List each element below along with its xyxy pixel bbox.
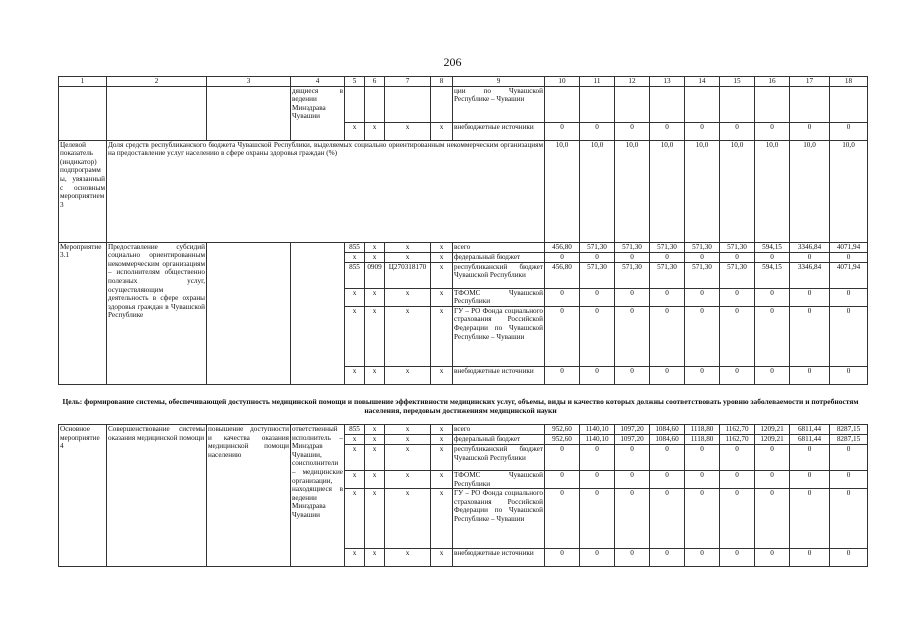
- header-row: [59, 77, 868, 87]
- code-cell: x: [431, 252, 453, 262]
- value-cell: 0: [720, 288, 755, 306]
- code-cell: x: [431, 262, 453, 288]
- value-cell: 0: [790, 122, 830, 140]
- value-cell: 0: [580, 122, 615, 140]
- code-cell: 0909: [365, 262, 385, 288]
- value-cell: 571,30: [580, 262, 615, 288]
- value-cell: 10,0: [790, 140, 830, 242]
- value-cell: 0: [580, 306, 615, 366]
- code-cell: x: [345, 445, 365, 471]
- value-cell: 0: [650, 288, 685, 306]
- source-cell: внебюджетные источники: [453, 549, 545, 567]
- value-cell: 1097,20: [615, 425, 650, 435]
- code-cell: x: [345, 435, 365, 445]
- column-header: 3: [207, 77, 291, 87]
- page-number: 206: [443, 55, 462, 69]
- cell: [59, 86, 107, 140]
- value-cell: 952,60: [545, 425, 580, 435]
- measure-result: повышение доступности и качества оказания медицинской помощи населению: [207, 425, 291, 567]
- column-header: 14: [685, 77, 720, 87]
- source-cell: всего: [453, 425, 545, 435]
- table-row: [59, 425, 868, 435]
- value-cell: 3346,84: [790, 242, 830, 252]
- value-cell: 0: [830, 549, 868, 567]
- value-cell: 571,30: [720, 242, 755, 252]
- measure-label: Основное мероприятие 4: [59, 425, 107, 567]
- value-cell: 0: [685, 445, 720, 471]
- value-cell: 1097,20: [615, 435, 650, 445]
- value-cell: 6811,44: [790, 435, 830, 445]
- value-cell: 1118,80: [685, 425, 720, 435]
- indicator-text: Доля средств республиканского бюджета Чувашской Республики, выделяемых социально ориентированным некоммерческим организациям на предоставление услуг населению в сфере охраны здоровья граждан (%): [107, 140, 545, 242]
- value-cell: 571,30: [615, 262, 650, 288]
- value-cell: 0: [755, 288, 790, 306]
- source-cell: внебюджетные источники: [453, 366, 545, 384]
- value-cell: 0: [650, 489, 685, 549]
- value-cell: 0: [830, 445, 868, 471]
- column-header: 18: [830, 77, 868, 87]
- value-cell: 0: [685, 306, 720, 366]
- code-cell: x: [385, 306, 431, 366]
- code-cell: x: [431, 549, 453, 567]
- value-cell: 1084,60: [650, 435, 685, 445]
- value-cell: 571,30: [615, 242, 650, 252]
- column-header: 5: [345, 77, 365, 87]
- value-cell: 0: [545, 471, 580, 489]
- code-cell: x: [365, 122, 385, 140]
- value-cell: 0: [720, 306, 755, 366]
- value-cell: 0: [685, 489, 720, 549]
- value-cell: 0: [650, 366, 685, 384]
- cell: [431, 86, 453, 122]
- value-cell: 6811,44: [790, 425, 830, 435]
- code-cell: Ц270318170: [385, 262, 431, 288]
- value-cell: 8287,15: [830, 425, 868, 435]
- value-cell: 1209,21: [755, 435, 790, 445]
- value-cell: 0: [615, 252, 650, 262]
- code-cell: x: [365, 252, 385, 262]
- value-cell: 0: [685, 122, 720, 140]
- column-header: 2: [107, 77, 207, 87]
- value-cell: 0: [755, 471, 790, 489]
- code-cell: x: [365, 489, 385, 549]
- code-cell: x: [365, 471, 385, 489]
- value-cell: 571,30: [685, 242, 720, 252]
- value-cell: 0: [650, 471, 685, 489]
- cell: [385, 86, 431, 122]
- value-cell: 0: [790, 471, 830, 489]
- code-cell: x: [385, 242, 431, 252]
- program-table-bottom: [58, 424, 868, 567]
- value-cell: 1084,60: [650, 425, 685, 435]
- code-cell: x: [431, 242, 453, 252]
- value-cell: 0: [830, 471, 868, 489]
- value-cell: 0: [615, 471, 650, 489]
- value-cell: 0: [685, 549, 720, 567]
- value-cell: 0: [545, 288, 580, 306]
- value-cell: 10,0: [685, 140, 720, 242]
- value-cell: 0: [830, 306, 868, 366]
- value-cell: 0: [755, 306, 790, 366]
- code-cell: x: [365, 445, 385, 471]
- value-cell: 0: [615, 288, 650, 306]
- code-cell: x: [345, 366, 365, 384]
- indicator-label: Целевой показатель (индикатор) подпрограммы, увязанный с основным мероприятием 3: [59, 140, 107, 242]
- program-table-top: [58, 76, 868, 385]
- column-header: 11: [580, 77, 615, 87]
- value-cell: 0: [830, 122, 868, 140]
- value-cell: 10,0: [830, 140, 868, 242]
- source-cell: ГУ – РО Фонда социального страхования Российской Федерации по Чувашской Республике – Чувашии: [453, 489, 545, 549]
- value-cell: 1209,21: [755, 425, 790, 435]
- value-cell: 0: [755, 366, 790, 384]
- value-cell: 0: [720, 122, 755, 140]
- value-cell: 0: [615, 445, 650, 471]
- code-cell: x: [345, 489, 365, 549]
- code-cell: x: [385, 435, 431, 445]
- value-cell: 0: [580, 489, 615, 549]
- code-cell: 855: [345, 242, 365, 252]
- value-cell: 0: [830, 366, 868, 384]
- code-cell: 855: [345, 425, 365, 435]
- code-cell: x: [385, 549, 431, 567]
- value-cell: 0: [545, 445, 580, 471]
- column-header: 16: [755, 77, 790, 87]
- code-cell: x: [385, 366, 431, 384]
- value-cell: 571,30: [650, 262, 685, 288]
- value-cell: 0: [545, 489, 580, 549]
- measure-label: Мероприятие 3.1: [59, 242, 107, 384]
- value-cell: 0: [790, 366, 830, 384]
- value-cell: 594,15: [755, 242, 790, 252]
- table-row: [59, 86, 868, 122]
- measure-responsible: ответственный исполнитель – Минздрав Чувашии, соисполнители – медицинские организации, находящиеся в ведении Минздрава Чувашии: [291, 425, 345, 567]
- cell: [107, 86, 207, 140]
- measure-name: Предоставление субсидий социально ориентированным некоммерческим организациям – исполнителям общественно полезных услуг, осуществляющим деятельность в сфере охраны здоровья граждан в Чувашской Республике: [107, 242, 207, 384]
- value-cell: 0: [830, 489, 868, 549]
- column-header: 10: [545, 77, 580, 87]
- value-cell: 1140,10: [580, 435, 615, 445]
- value-cell: 0: [650, 122, 685, 140]
- code-cell: x: [385, 288, 431, 306]
- indicator-row: [59, 140, 868, 242]
- value-cell: 8287,15: [830, 435, 868, 445]
- source-cell: внебюджетные источники: [453, 122, 545, 140]
- cell: [207, 86, 291, 140]
- value-cell: 0: [685, 471, 720, 489]
- value-cell: 0: [545, 549, 580, 567]
- value-cell: 0: [755, 252, 790, 262]
- value-cell: 0: [685, 252, 720, 262]
- code-cell: x: [345, 288, 365, 306]
- value-cell: 0: [580, 252, 615, 262]
- value-cell: 0: [545, 306, 580, 366]
- value-cell: 0: [545, 366, 580, 384]
- column-header: 6: [365, 77, 385, 87]
- table-row: [59, 242, 868, 252]
- value-cell: 0: [790, 445, 830, 471]
- code-cell: x: [385, 445, 431, 471]
- value-cell: 0: [545, 252, 580, 262]
- column-header: 8: [431, 77, 453, 87]
- code-cell: x: [345, 252, 365, 262]
- cell-responsible: дящиеся в ведении Минздрава Чувашии: [291, 86, 345, 140]
- code-cell: x: [431, 435, 453, 445]
- code-cell: x: [365, 306, 385, 366]
- value-cell: 571,30: [685, 262, 720, 288]
- value-cell: 0: [790, 306, 830, 366]
- value-cell: 1140,10: [580, 425, 615, 435]
- value-cell: 0: [830, 288, 868, 306]
- code-cell: x: [345, 306, 365, 366]
- value-cell: 0: [720, 366, 755, 384]
- value-cell: 0: [720, 445, 755, 471]
- value-cell: 571,30: [580, 242, 615, 252]
- value-cell: 0: [790, 489, 830, 549]
- value-cell: 456,80: [545, 262, 580, 288]
- value-cell: 0: [755, 122, 790, 140]
- source-cell: федеральный бюджет: [453, 252, 545, 262]
- code-cell: x: [385, 122, 431, 140]
- column-header: 7: [385, 77, 431, 87]
- value-cell: 0: [615, 366, 650, 384]
- value-cell: 0: [615, 549, 650, 567]
- value-cell: 571,30: [650, 242, 685, 252]
- cell-source: ции по Чувашской Республике – Чувашии: [453, 86, 545, 122]
- value-cell: 0: [755, 489, 790, 549]
- value-cell: 0: [720, 252, 755, 262]
- value-cell: 3346,84: [790, 262, 830, 288]
- column-header: 17: [790, 77, 830, 87]
- value-cell: 0: [830, 252, 868, 262]
- code-cell: x: [385, 252, 431, 262]
- column-header: 4: [291, 77, 345, 87]
- value-cell: 0: [580, 471, 615, 489]
- value-cell: 456,80: [545, 242, 580, 252]
- source-cell: федеральный бюджет: [453, 435, 545, 445]
- value-cell: 0: [720, 489, 755, 549]
- source-cell: республиканский бюджет Чувашской Республики: [453, 445, 545, 471]
- measure-name: Совершенствование системы оказания медицинской помощи: [107, 425, 207, 567]
- code-cell: x: [431, 471, 453, 489]
- value-cell: 0: [685, 288, 720, 306]
- code-cell: x: [431, 445, 453, 471]
- source-cell: всего: [453, 242, 545, 252]
- source-cell: ГУ – РО Фонда социального страхования Российской Федерации по Чувашской Республике – Чувашии: [453, 306, 545, 366]
- code-cell: x: [365, 435, 385, 445]
- code-cell: x: [385, 425, 431, 435]
- value-cell: 0: [650, 252, 685, 262]
- value-cell: 10,0: [720, 140, 755, 242]
- value-cell: 0: [650, 549, 685, 567]
- value-cell: 952,60: [545, 435, 580, 445]
- code-cell: x: [365, 425, 385, 435]
- code-cell: x: [365, 242, 385, 252]
- column-header: 13: [650, 77, 685, 87]
- value-cell: 1162,70: [720, 425, 755, 435]
- cell: [345, 86, 365, 122]
- value-cell: 0: [615, 489, 650, 549]
- value-cell: 1118,80: [685, 435, 720, 445]
- value-cell: 10,0: [615, 140, 650, 242]
- value-cell: 4071,94: [830, 242, 868, 252]
- value-cell: 571,30: [720, 262, 755, 288]
- source-cell: ТФОМС Чувашской Республики: [454, 288, 543, 306]
- code-cell: x: [365, 288, 385, 306]
- column-header: 12: [615, 77, 650, 87]
- code-cell: x: [345, 122, 365, 140]
- value-cell: 0: [650, 445, 685, 471]
- value-cell: 0: [545, 122, 580, 140]
- cell: [365, 86, 385, 122]
- value-cell: 4071,94: [830, 262, 868, 288]
- value-cell: 0: [615, 306, 650, 366]
- code-cell: x: [365, 366, 385, 384]
- value-cell: 0: [685, 366, 720, 384]
- value-cell: 10,0: [755, 140, 790, 242]
- value-cell: 0: [720, 549, 755, 567]
- value-cell: 0: [790, 288, 830, 306]
- value-cell: 0: [790, 549, 830, 567]
- value-cell: 594,15: [755, 262, 790, 288]
- code-cell: x: [431, 366, 453, 384]
- value-cell: 0: [580, 549, 615, 567]
- value-cell: 0: [580, 366, 615, 384]
- code-cell: x: [431, 489, 453, 549]
- code-cell: x: [431, 306, 453, 366]
- value-cell: 0: [615, 122, 650, 140]
- column-header: 1: [59, 77, 107, 87]
- value-cell: 0: [580, 288, 615, 306]
- value-cell: 10,0: [545, 140, 580, 242]
- value-cell: 0: [755, 445, 790, 471]
- code-cell: x: [385, 489, 431, 549]
- value-cell: 0: [650, 306, 685, 366]
- code-cell: x: [365, 549, 385, 567]
- code-cell: x: [431, 288, 453, 306]
- value-cell: 0: [580, 445, 615, 471]
- value-cell: 10,0: [580, 140, 615, 242]
- value-cell: 10,0: [650, 140, 685, 242]
- code-cell: x: [431, 425, 453, 435]
- code-cell: 855: [345, 262, 365, 288]
- source-cell: республиканский бюджет Чувашской Республики: [453, 262, 545, 288]
- code-cell: x: [345, 549, 365, 567]
- cell: [207, 242, 291, 384]
- value-cell: 0: [755, 549, 790, 567]
- value-cell: 0: [720, 471, 755, 489]
- code-cell: x: [385, 471, 431, 489]
- column-header: 9: [453, 77, 545, 87]
- value-cell: 0: [790, 252, 830, 262]
- code-cell: x: [431, 122, 453, 140]
- column-header: 15: [720, 77, 755, 87]
- source-cell: ТФОМС Чувашской Республики: [454, 471, 543, 488]
- goal-heading: Цель: формирование системы, обеспечивающей доступность медицинской помощи и повышение эффективности медицинских услуг, объемы, виды и качество которых должны соответствовать уровню заболеваемости и потребностям населения, передовым достижениям медицинской науки: [62, 397, 859, 415]
- code-cell: x: [345, 471, 365, 489]
- cell: [291, 242, 345, 384]
- value-cell: 1162,70: [720, 435, 755, 445]
